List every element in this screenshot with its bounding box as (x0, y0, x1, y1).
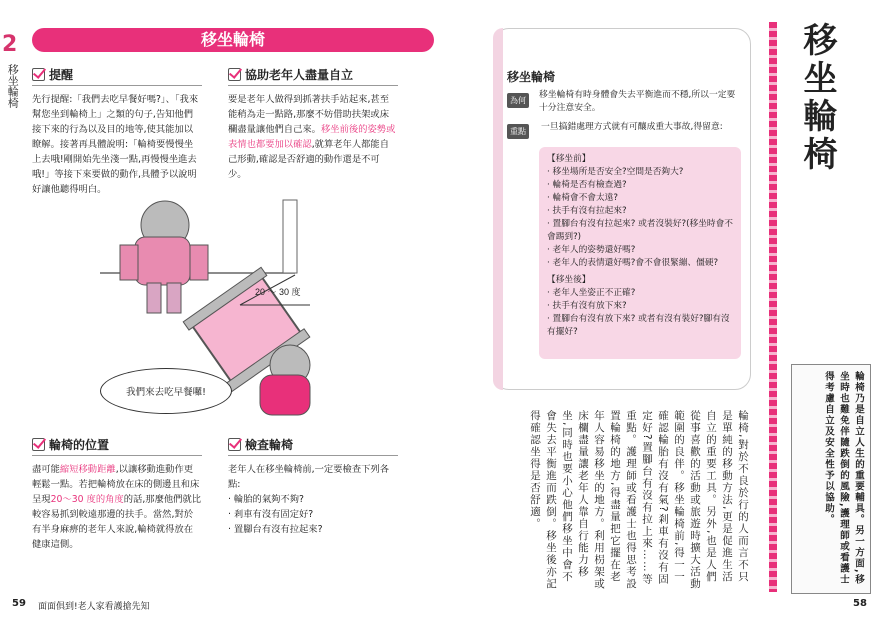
list-item: · 輪椅會不會太遠? (547, 193, 618, 203)
list-item: · 輪椅是否有檢查過? (547, 180, 627, 190)
tag-key: 重點 (507, 124, 529, 139)
section-position-text: 盡可能縮短移動距離,以讓移動進動作更輕鬆一點。若把輪椅放在床的側邊且和床呈現20〜30 度的角度的話,那麼他們就比較容易抓到較遠那邊的扶手。當然,對於有半身麻痹的老年人來說,輪椅就得放在健康這側。 (32, 464, 202, 550)
info-box-title: 移坐輪椅 (507, 70, 556, 84)
list-item: · 置腳台有沒有拉起來? 或者沒裝好?(移坐時會不會踢到?) (547, 219, 733, 242)
info-box-strip (493, 28, 503, 390)
angle-label: 20 〜 30 度 (255, 287, 301, 297)
right-page (441, 0, 882, 622)
note-box (791, 364, 871, 594)
list-item: · 扶手有沒有放下來? (547, 301, 627, 311)
checkbox-icon (228, 438, 241, 451)
note-text: 輪椅乃是自立人生的重要輔具。另一方面,移坐時也難免伴隨跌倒的風險,護理師或看護士得考慮自立及安全性予以協助。 (823, 371, 864, 586)
section-check-text: 老年人在移坐輪椅前,一定要檢查下列各點: · 輪胎的氣夠不夠? · 剎車有沒有固定好? · 置腳台有沒有拉起來? (228, 462, 400, 537)
list-item: · 老年人的表情還好嗎?會不會很緊繃、僵硬? (547, 258, 719, 268)
checkbox-icon (228, 68, 241, 81)
section-assist-text: 要是老年人做得到抓著扶手站起來,甚至能稍為走一點路,那麼不妨借助扶架或床欄盡量讓他們自己來。移坐前後的姿勢或表情也都要加以確認,就算老年人都能自己形動,確認是否舒適的動作還是不可少。 (228, 94, 396, 180)
list-item: · 剎車有沒有固定好? (228, 509, 314, 520)
section-reminder-heading: 提醒 (32, 66, 202, 86)
chapter-number: 2 (2, 32, 18, 57)
section-assist-heading: 協助老年人盡量自立 (228, 66, 398, 86)
book-title: 面面俱到!老人家看護搶先知 (38, 602, 150, 612)
chapter-label: 移坐輪椅 (6, 64, 20, 108)
speech-bubble: 我們來去吃早餐囉! (100, 368, 232, 414)
page-number: 58 (853, 598, 867, 609)
checkbox-icon (32, 438, 45, 451)
list-item: · 扶手有沒有拉起來? (547, 206, 627, 216)
key-text: 一旦搞錯處理方式就有可釀成重大事故,得留意: (541, 122, 723, 132)
checkbox-icon (32, 68, 45, 81)
section-position-heading: 輪椅的位置 (32, 436, 202, 456)
section-reminder-text: 先行提醒:「我們去吃早餐好嗎?」、「我來幫您坐到輪椅上」之類的句子,告知他們接下來的行為以及目的地等,使其能加以瞭解。接著再具體說明:「輪椅要慢慢坐上去哦!剛開始先坐淺一點,再慢慢坐進去哦!」等接下來要做的動作,具體予以說明好讓他聽得明白。 (32, 94, 199, 195)
vertical-body-text: 輪椅,對於不良於行的人而言不只是單純的移動方法,更是促進生活自立的重要工具。另外,也是人們從事喜歡的活動或旅遊時擴大活動範圍的良伴。移坐輪椅前,得一一確認輪胎有沒有氣?剎車有沒有固定好?置腳台有沒有拉上來……等重點。護理師或看護士也得思考設置輪椅的地方,得盡量把它擺在老年人容易移坐的地方。利用枴架或床欄盡量讓老年人靠自行能力移坐,同時也要小心他們移坐中會不會失去平衡進而跌倒。移坐後亦記得確認坐得是否舒適。 (529, 410, 749, 590)
checklist-box: 【移坐前】 · 移坐場所是否安全?空間是否夠大? · 輪椅是否有檢查過? · 輪椅會不會太遠? · 扶手有沒有拉起來? · 置腳台有沒有拉起來? 或者沒裝好?(移坐時會不會踢到?) · 老年人的姿勢還好嗎? · 老年人的表情還好嗎?會不會很緊繃、僵硬? 【移坐後】 · 老年人坐姿正不正確? · 扶手有沒有放下來? · 置腳台有沒有放下來? 或者有沒有裝好?腳有沒有擺好? (539, 147, 741, 359)
list-item: · 老年人的姿勢還好嗎? (547, 245, 636, 255)
list-item: · 輪胎的氣夠不夠? (228, 494, 304, 505)
why-text: 移坐輪椅有時身體會失去平衡進而不穩,所以一定要十分注意安全。 (539, 90, 736, 113)
page-number: 59 (12, 598, 26, 609)
list-item: · 置腳台有沒有放下來? 或者有沒有裝好?腳有沒有擺好? (547, 314, 730, 337)
side-tab (769, 22, 777, 592)
page-title: 移坐輪椅 (32, 28, 434, 52)
list-item: · 老年人坐姿正不正確? (547, 288, 636, 298)
list-item: · 置腳台有沒有拉起來? (228, 524, 323, 535)
list-item: · 移坐場所是否安全?空間是否夠大? (547, 167, 684, 177)
tag-why: 為何 (507, 93, 529, 108)
section-check-heading: 檢查輪椅 (228, 436, 398, 456)
vertical-title: 移坐輪椅 (797, 22, 837, 174)
